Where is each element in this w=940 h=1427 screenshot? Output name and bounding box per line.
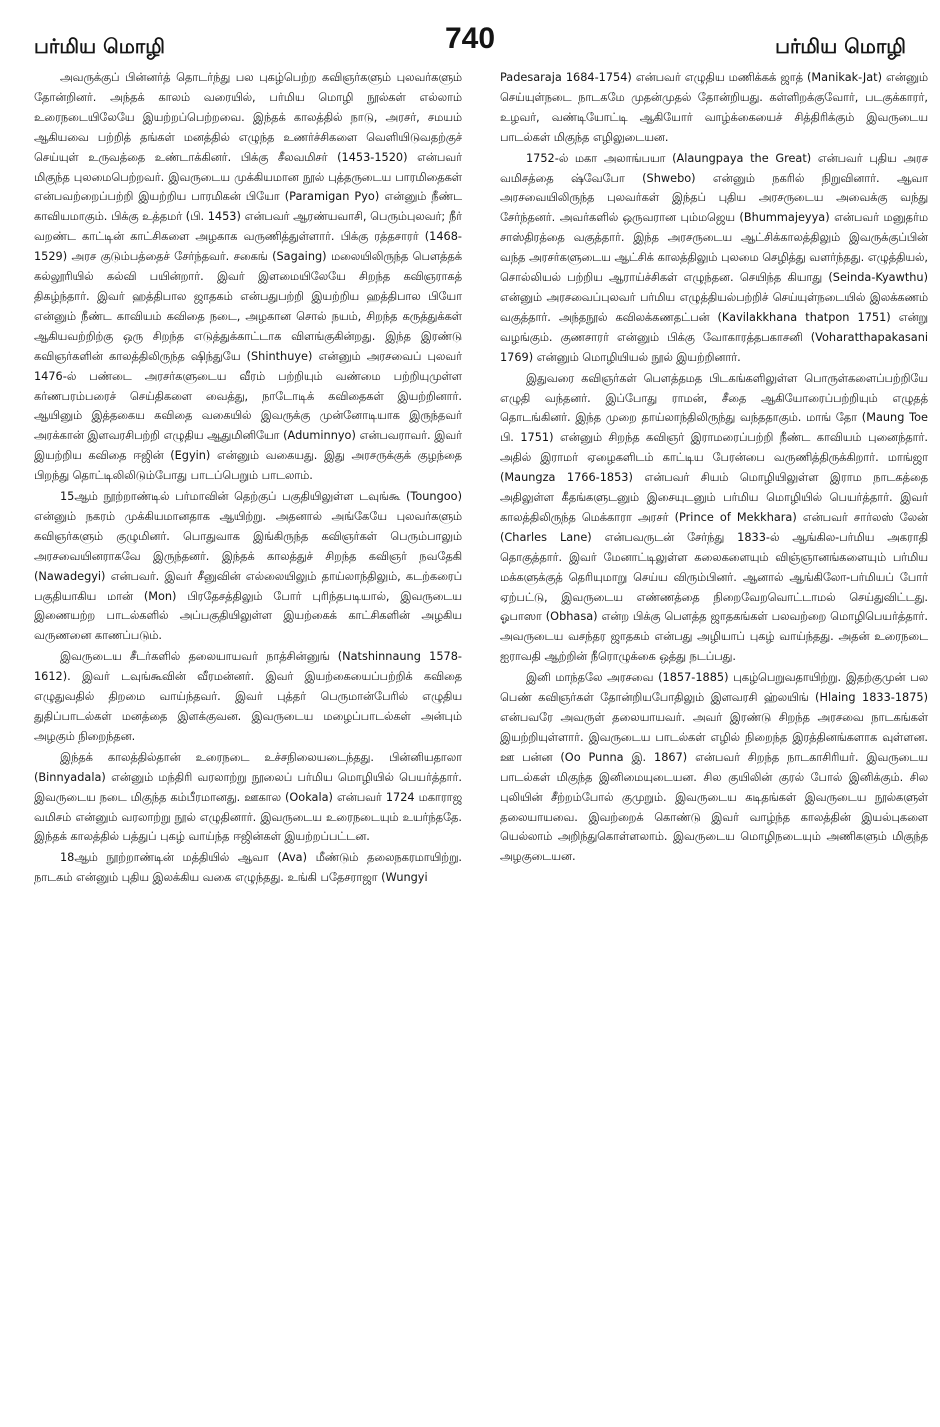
paragraph: இனி மாந்தலே அரசவை (1857-1885) புகழ்பெறுவதாயிற்று. இதற்குமுன் பல பெண் கவிஞர்கள் தோன்றியபோதிலும் இளவரசி ஹ்லயிங் (Hlaing 1833-1875) என்பவரே அவருள் தலையாயவர். அவர் இரண்டு சிறந்த அரசவை நாடகங்கள் இயற்றியுள்ளார். இவருடைய பாடல்கள் எழில் நிறைந்த இரத்தினங்களாக வுள்ளன. ஊ பன்ன (Oo Punna இ. 1867) என்பவர் சிறந்த நாடகாசிரியர். இவருடைய பாடல்கள் மிகுந்த இனிமையுடையன. சில குயிலின் குரல் போல் இனிக்கும். சில புலியின் சீற்றம்போல் குமுறும். இவருடைய கடிதங்கள் இவருடைய நூல்களுள் தலையாயவை. இவற்றைக் கொண்டு இவர் வாழ்ந்த காலத்தின் இயல்புகளை யெல்லாம் அறிந்துகொள்ளலாம். இவருடைய மொழிநடையும் அணிகளும் மிகுந்த அழகுடையன. [500, 671, 928, 864]
paragraph: இதுவரை கவிஞர்கள் பௌத்தமத பிடகங்களிலுள்ள பொருள்களைப்பற்றியே எழுதி வந்தனர். இப்போது ராமன், சீதை ஆகியோரைப்பற்றியும் எழுதத் தொடங்கினர். இந்த முறை தாய்லாந்திலிருந்து வந்ததாகும். மாங் தோ (Maung Toe பி. 1751) என்னும் சிறந்த கவிஞர் இராமரைப்பற்றி நீண்ட காவியம் புனைந்தார். அதில் இராமர் ஏழைகளிடம் காட்டிய பேரன்பை வருணித்திருக்கிறார். மாங்ஜா (Maungza 1766-1853) என்பவர் சியம் மொழியிலுள்ள இராம நாடகத்தை அதிலுள்ள கீதங்களுடனும் இசையுடனும் பர்மிய மொழியில் பெயர்த்தார். இவர் காலத்திலிருந்த மெக்காரா அரசர் (Prince of Mekkhara) என்பவர் சார்லஸ் லேன் (Charles Lane) என்பவருடன் சேர்ந்து 1833-ல் ஆங்கில-பர்மிய அகராதி தொகுத்தார். இவர் மேனாட்டிலுள்ள கலைகளையும் விஞ்ஞானங்களையும் பர்மிய மக்களுக்குத் தெரியுமாறு செய்ய விரும்பினர். ஆனால் ஆங்கிலோ-பர்மியப் போர் ஏற்பட்டு, இவருடைய எண்ணத்தை நிறைவேறவொட்டாமல் செய்துவிட்டது. ஓபாஸா (Obhasa) என்ற பிக்கு பௌத்த ஜாதகங்கள் பலவற்றை மொழிபெயர்த்தார். அவருடைய வசந்தர ஜாதகம் என்பது அழியாப் புகழ் வாய்ந்தது. அதன் உரைநடை ஐராவதி ஆற்றின் நீரொழுக்கை ஒத்து நடப்பது. [500, 371, 928, 664]
page-header [20, 8, 920, 60]
running-head-right: பர்மிய மொழி [775, 34, 906, 58]
paragraph: இந்தக் காலத்தில்தான் உரைநடை உச்சநிலையடைந்தது. பின்னியதாலா (Binnyadala) என்னும் மந்திரி வரலாற்று நூலைப் பர்மிய மொழியில் பெயர்த்தார். இவருடைய நடை மிகுந்த கம்பீரமானது. ஊகால (Ookala) என்பவர் 1724 மகாராஜ வமிசம் என்னும் வரலாற்று நூல் எழுதினார். இவருடைய உரைநடையும் உயர்ந்ததே. இந்தக் காலத்தில் பத்துப் புகழ் வாய்ந்த ஈஜின்கள் இயற்றப்பட்டன. [34, 750, 462, 844]
paragraph: 1752-ல் மகா அலாங்பயா (Alaungpaya the Great) என்பவர் புதிய அரச வமிசத்தை ஷ்வேபோ (Shwebo) என்னும் நகரில் நிறுவினார். ஆவா அரசவையிலிருந்த புலவர்கள் இந்தப் புதிய அரசருடைய அவைக்கு வந்து சேர்ந்தனர். அவர்களில் ஒருவரான பும்மஜெய (Bhummajeyya) என்பவர் மனுதர்ம சாஸ்திரத்தை வகுத்தார். இந்த அரசருடைய ஆட்சிக்காலத்திலும் இவருக்குப்பின் வந்த அரசர்களுடைய ஆட்சிக் காலத்திலும் புலமை செழித்து வளர்ந்தது. எழுத்தியல், சொல்லியல் பற்றிய ஆராய்ச்சிகள் எழுந்தன. செயிந்த கியாது (Seinda-Kyawthu) என்னும் அரசவைப்புலவர் பர்மிய எழுத்தியல்பற்றிச் செய்யுள்நடையில் இலக்கணம் வகுத்தார். அந்தநூல் கவிலக்கணதட்பன் (Kavilakkhana thatpon 1751) என்று வழங்கும். குணசாரர் என்னும் பிக்கு வோகாரத்தபகாசனி (Voharatthapakasani 1769) என்னும் மொழியியல் நூல் இயற்றினார். [500, 151, 928, 364]
running-head-left: பர்மிய மொழி [34, 34, 165, 58]
paragraph: 18ஆம் நூற்றாண்டின் மத்தியில் ஆவா (Ava) மீண்டும் தலைநகரமாயிற்று. நாடகம் என்னும் புதிய இலக்கிய வகை எழுந்தது. உங்கி பதேசராஜா (Wungyi [34, 851, 462, 885]
left-column [34, 68, 462, 1378]
paragraph: 15ஆம் நூற்றாண்டில் பர்மாவின் தெற்குப் பகுதியிலுள்ள டவுங்கூ (Toungoo) என்னும் நகரம் முக்கியமானதாக ஆயிற்று. அதனால் அங்கேயே புலவர்களும் கவிஞர்களும் குழுமினர். பொதுவாக இங்கிருந்த கவிஞர்கள் பெரும்பாலும் அரசவையினராகவே இருந்தனர். இந்தக் காலத்துச் சிறந்த கவிஞர் நவதேகி (Nawadegyi) என்பவர். இவர் சீனுவின் எல்லையிலும் தாய்லாந்திலும், கடற்கரைப் பகுதியாகிய மான் (Mon) பிரதேசத்திலும் போர் புரிந்தபடியால், இவருடைய இணையற்ற பாடல்களில் அப்பகுதியிலுள்ள இயற்கைக் காட்சிகளின் அழகிய வருணனை காணப்படும். [34, 490, 462, 643]
paragraph-continuation: Padesaraja 1684-1754) என்பவர் எழுதிய மணிக்கக் ஜாத் (Manikak-Jat) என்னும் செய்யுள்நடை நாடகமே முதன்முதல் தோன்றியது. கள்ளிறக்குவோர், படகுக்காரர், உழவர், வண்டியோட்டி ஆகியோர் வாழ்க்கையைச் சித்திரிக்கும் இவருடைய பாடல்கள் மிகுந்த எழிலுடையன. [500, 71, 928, 144]
right-column [500, 68, 928, 1378]
paragraph: இவருடைய சீடர்களில் தலையாயவர் நாத்சின்னுங் (Natshinnaung 1578-1612). இவர் டவுங்கூவின் வீரமன்னர். இவர் இயற்கையைப்பற்றிக் கவிதை எழுதுவதில் திறமை வாய்ந்தவர். இவர் புத்தர் பெருமான்பேரில் எழுதிய துதிப்பாடல்கள் மனத்தை இளக்குவன. இவருடைய மழைப்பாடல்கள் அன்பும் அழகும் நிறைந்தன. [34, 650, 462, 743]
page-number: 740 [444, 22, 496, 55]
paragraph: அவருக்குப் பின்னர்த் தொடர்ந்து பல புகழ்பெற்ற கவிஞர்களும் புலவர்களும் தோன்றினர். அந்தக் காலம் வரையில், பர்மிய மொழி நூல்கள் எல்லாம் உரைநடையிலேயே இயற்றப்பெற்றவை. இந்தக் காலத்தில் நாடு, அரசர், சமயம் ஆகியவை பற்றித் தங்கள் மனத்தில் எழுந்த உணர்ச்சிகளை வெளியிடுவதற்குச் செய்யுள் உருவத்தை உண்டாக்கினர். பிக்கு சீலவமிசர் (1453-1520) என்பவர் மிகுந்த புலமைபெற்றவர். இவருடைய முக்கியமான நூல் புத்தருடைய பாரமிதைகள் என்பவற்றைப்பற்றி இயற்றிய பாரமிகன் பியோ (Paramigan Pyo) என்னும் நீண்ட காவியமாகும். பிக்கு உத்தமர் (பி. 1453) என்பவர் ஆரண்யவாசி, பெரும்புலவர்; நீர் வறண்ட காட்டின் காட்சிகளை அழகாக வருணித்துள்ளார். பிக்கு ரத்தசாரர் (1468-1529) அரச குடும்பத்தைச் சேர்ந்தவர். சகைங் (Sagaing) மலையிலிருந்த பௌத்தக் கல்லூரியில் கல்வி பயின்றார். இவர் இளமையிலேயே சிறந்த கவிஞராகத் திகழ்ந்தார். இவர் ஹத்திபால ஜாதகம் என்பதுபற்றி இயற்றிய ஹத்திபால பியோ என்னும் நீண்ட காவியம் கவிதை நடை, அழகான சொல் நயம், சிறந்த கருத்துக்கள் ஆகியவற்றிற்கு ஒரு சிறந்த எடுத்துக்காட்டாக விளங்குகின்றது. இந்த இரண்டு கவிஞர்களின் காலத்திலிருந்த ஷிந்துயே (Shinthuye) என்னும் அரசவைப் புலவர் 1476-ல் பண்டை அரசர்களுடைய வீரம் பற்றியும் வண்மை பற்றியுமுள்ள கர்ணபரம்பரைச் செய்திகளை வைத்து, நாடோடிக் கவிதைகள் இயற்றினார். ஆயினும் இத்தகைய கவிதை வகையில் இவருக்கு முன்னோடியாக இருந்தவர் அரக்கான் இளவரசிபற்றி எழுதிய ஆதுமினியோ (Aduminnyo) என்பவராவர். இவர் இயற்றிய கவிதை ஈஜின் (Egyin) என்னும் வகையது. இது அரசருக்குக் குழந்தை பிறந்து தொட்டிலிலிடும்போது பாடப்பெறும் பாடலாம். [34, 71, 462, 483]
